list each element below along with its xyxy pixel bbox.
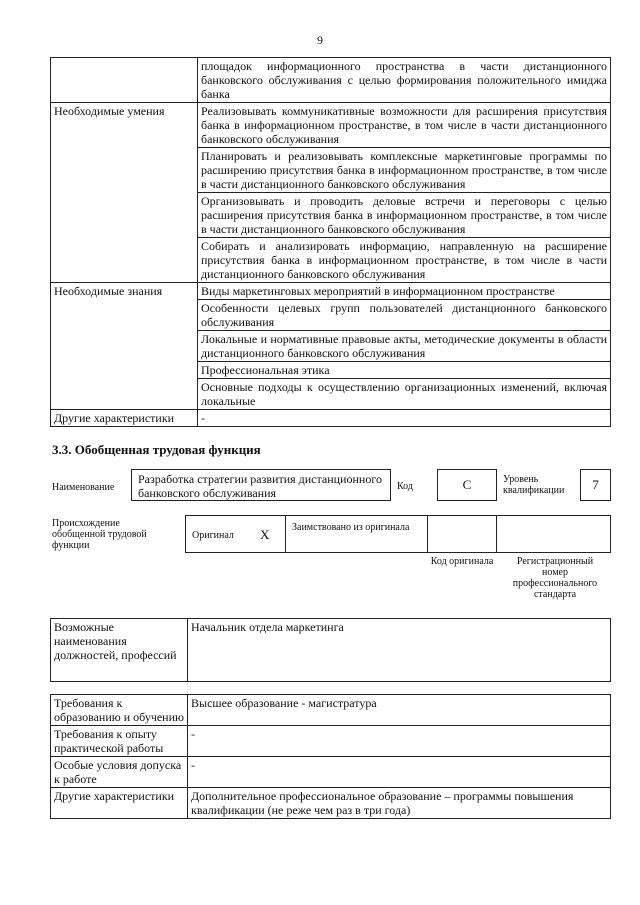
- code-label: Код: [397, 481, 413, 492]
- borrowed-cell: [285, 515, 428, 553]
- table-row: [51, 757, 611, 788]
- row-label: Другие характеристики: [51, 410, 198, 427]
- table-row: [51, 362, 611, 379]
- row-text: Виды маркетинговых мероприятий в информационном пространстве: [198, 283, 611, 300]
- requirement-label: Требования к образованию и обучению: [51, 695, 188, 726]
- requirement-value: Дополнительное профессиональное образование – программы повышения квалификации (не реже чем раз в три года): [188, 788, 611, 819]
- requirements-table: [50, 694, 611, 819]
- row-label: [51, 362, 198, 379]
- row-text: Реализовывать коммуникативные возможности для расширения присутствия банка в информационном пространстве, в том числе в части дистанционного банковского обслуживания: [198, 103, 611, 148]
- row-label: [51, 58, 198, 103]
- reg-number-caption: Регистрационный номер профессионального стандарта: [512, 556, 598, 600]
- requirement-label: Другие характеристики: [51, 788, 188, 819]
- table-row: [51, 283, 611, 300]
- table-row: [51, 58, 611, 103]
- section-heading: 3.3. Обобщенная трудовая функция: [52, 442, 261, 457]
- name-label: Наименование: [52, 482, 115, 493]
- row-label: Необходимые знания: [51, 283, 198, 300]
- table-row: [51, 331, 611, 362]
- row-text: -: [198, 410, 611, 427]
- original-label: Оригинал: [192, 530, 234, 541]
- requirement-value: Высшее образование - магистратура: [188, 695, 611, 726]
- positions-value: Начальник отдела маркетинга: [188, 619, 611, 682]
- table-row: [51, 379, 611, 410]
- row-text: площадок информационного пространства в части дистанционного банковского обслуживания с целью формирования положительного имиджа банка: [198, 58, 611, 103]
- requirement-value: -: [188, 757, 611, 788]
- table-row: [51, 695, 611, 726]
- row-label: [51, 148, 198, 193]
- level-value: 7: [580, 469, 611, 501]
- positions-label: Возможные наименования должностей, профессий: [51, 619, 188, 682]
- row-text: Собирать и анализировать информацию, направленную на расширение присутствия банка в информационном пространстве, в том числе в части дистанционного банковского обслуживания: [198, 238, 611, 283]
- row-text: Локальные и нормативные правовые акты, методические документы в области дистанционного банковского обслуживания: [198, 331, 611, 362]
- origin-label: Происхождение обобщенной трудовой функции: [52, 518, 147, 551]
- table-row: [51, 238, 611, 283]
- skills-knowledge-table: [50, 57, 611, 427]
- row-text: Профессиональная этика: [198, 362, 611, 379]
- requirement-label: Требования к опыту практической работы: [51, 726, 188, 757]
- table-row: [51, 788, 611, 819]
- row-text: Планировать и реализовывать комплексные маркетинговые программы по расширению присутствия банка в информационном пространстве, в том числе в части дистанционного банковского обслуживания: [198, 148, 611, 193]
- row-label: Необходимые умения: [51, 103, 198, 148]
- row-text: Организовывать и проводить деловые встречи и переговоры с целью расширения присутствия банка в информационном пространстве, в том числе в части дистанционного банковского обслуживания: [198, 193, 611, 238]
- requirement-value: -: [188, 726, 611, 757]
- table-row: [51, 148, 611, 193]
- table-row: [51, 103, 611, 148]
- row-text: Основные подходы к осуществлению организационных изменений, включая локальные: [198, 379, 611, 410]
- row-label: [51, 238, 198, 283]
- row-label: [51, 300, 198, 331]
- page-number: 9: [317, 33, 323, 47]
- original-mark: X: [260, 527, 270, 542]
- row-label: [51, 193, 198, 238]
- table-row: [51, 193, 611, 238]
- row-text: Особенности целевых групп пользователей дистанционного банковского обслуживания: [198, 300, 611, 331]
- level-label: Уровень квалификации: [503, 474, 565, 496]
- row-label: [51, 331, 198, 362]
- table-row: [51, 410, 611, 427]
- table-row: [51, 300, 611, 331]
- borrowed-label: Заимствовано из оригинала: [292, 522, 410, 533]
- code-value: C: [437, 469, 497, 501]
- requirement-label: Особые условия допуска к работе: [51, 757, 188, 788]
- row-label: [51, 379, 198, 410]
- name-value: Разработка стратегии развития дистанционного банковского обслуживания: [131, 469, 391, 501]
- table-row: [51, 619, 611, 682]
- code-original-cell: [427, 515, 497, 553]
- code-original-caption: Код оригинала: [430, 556, 494, 567]
- positions-table: [50, 618, 611, 682]
- table-row: [51, 726, 611, 757]
